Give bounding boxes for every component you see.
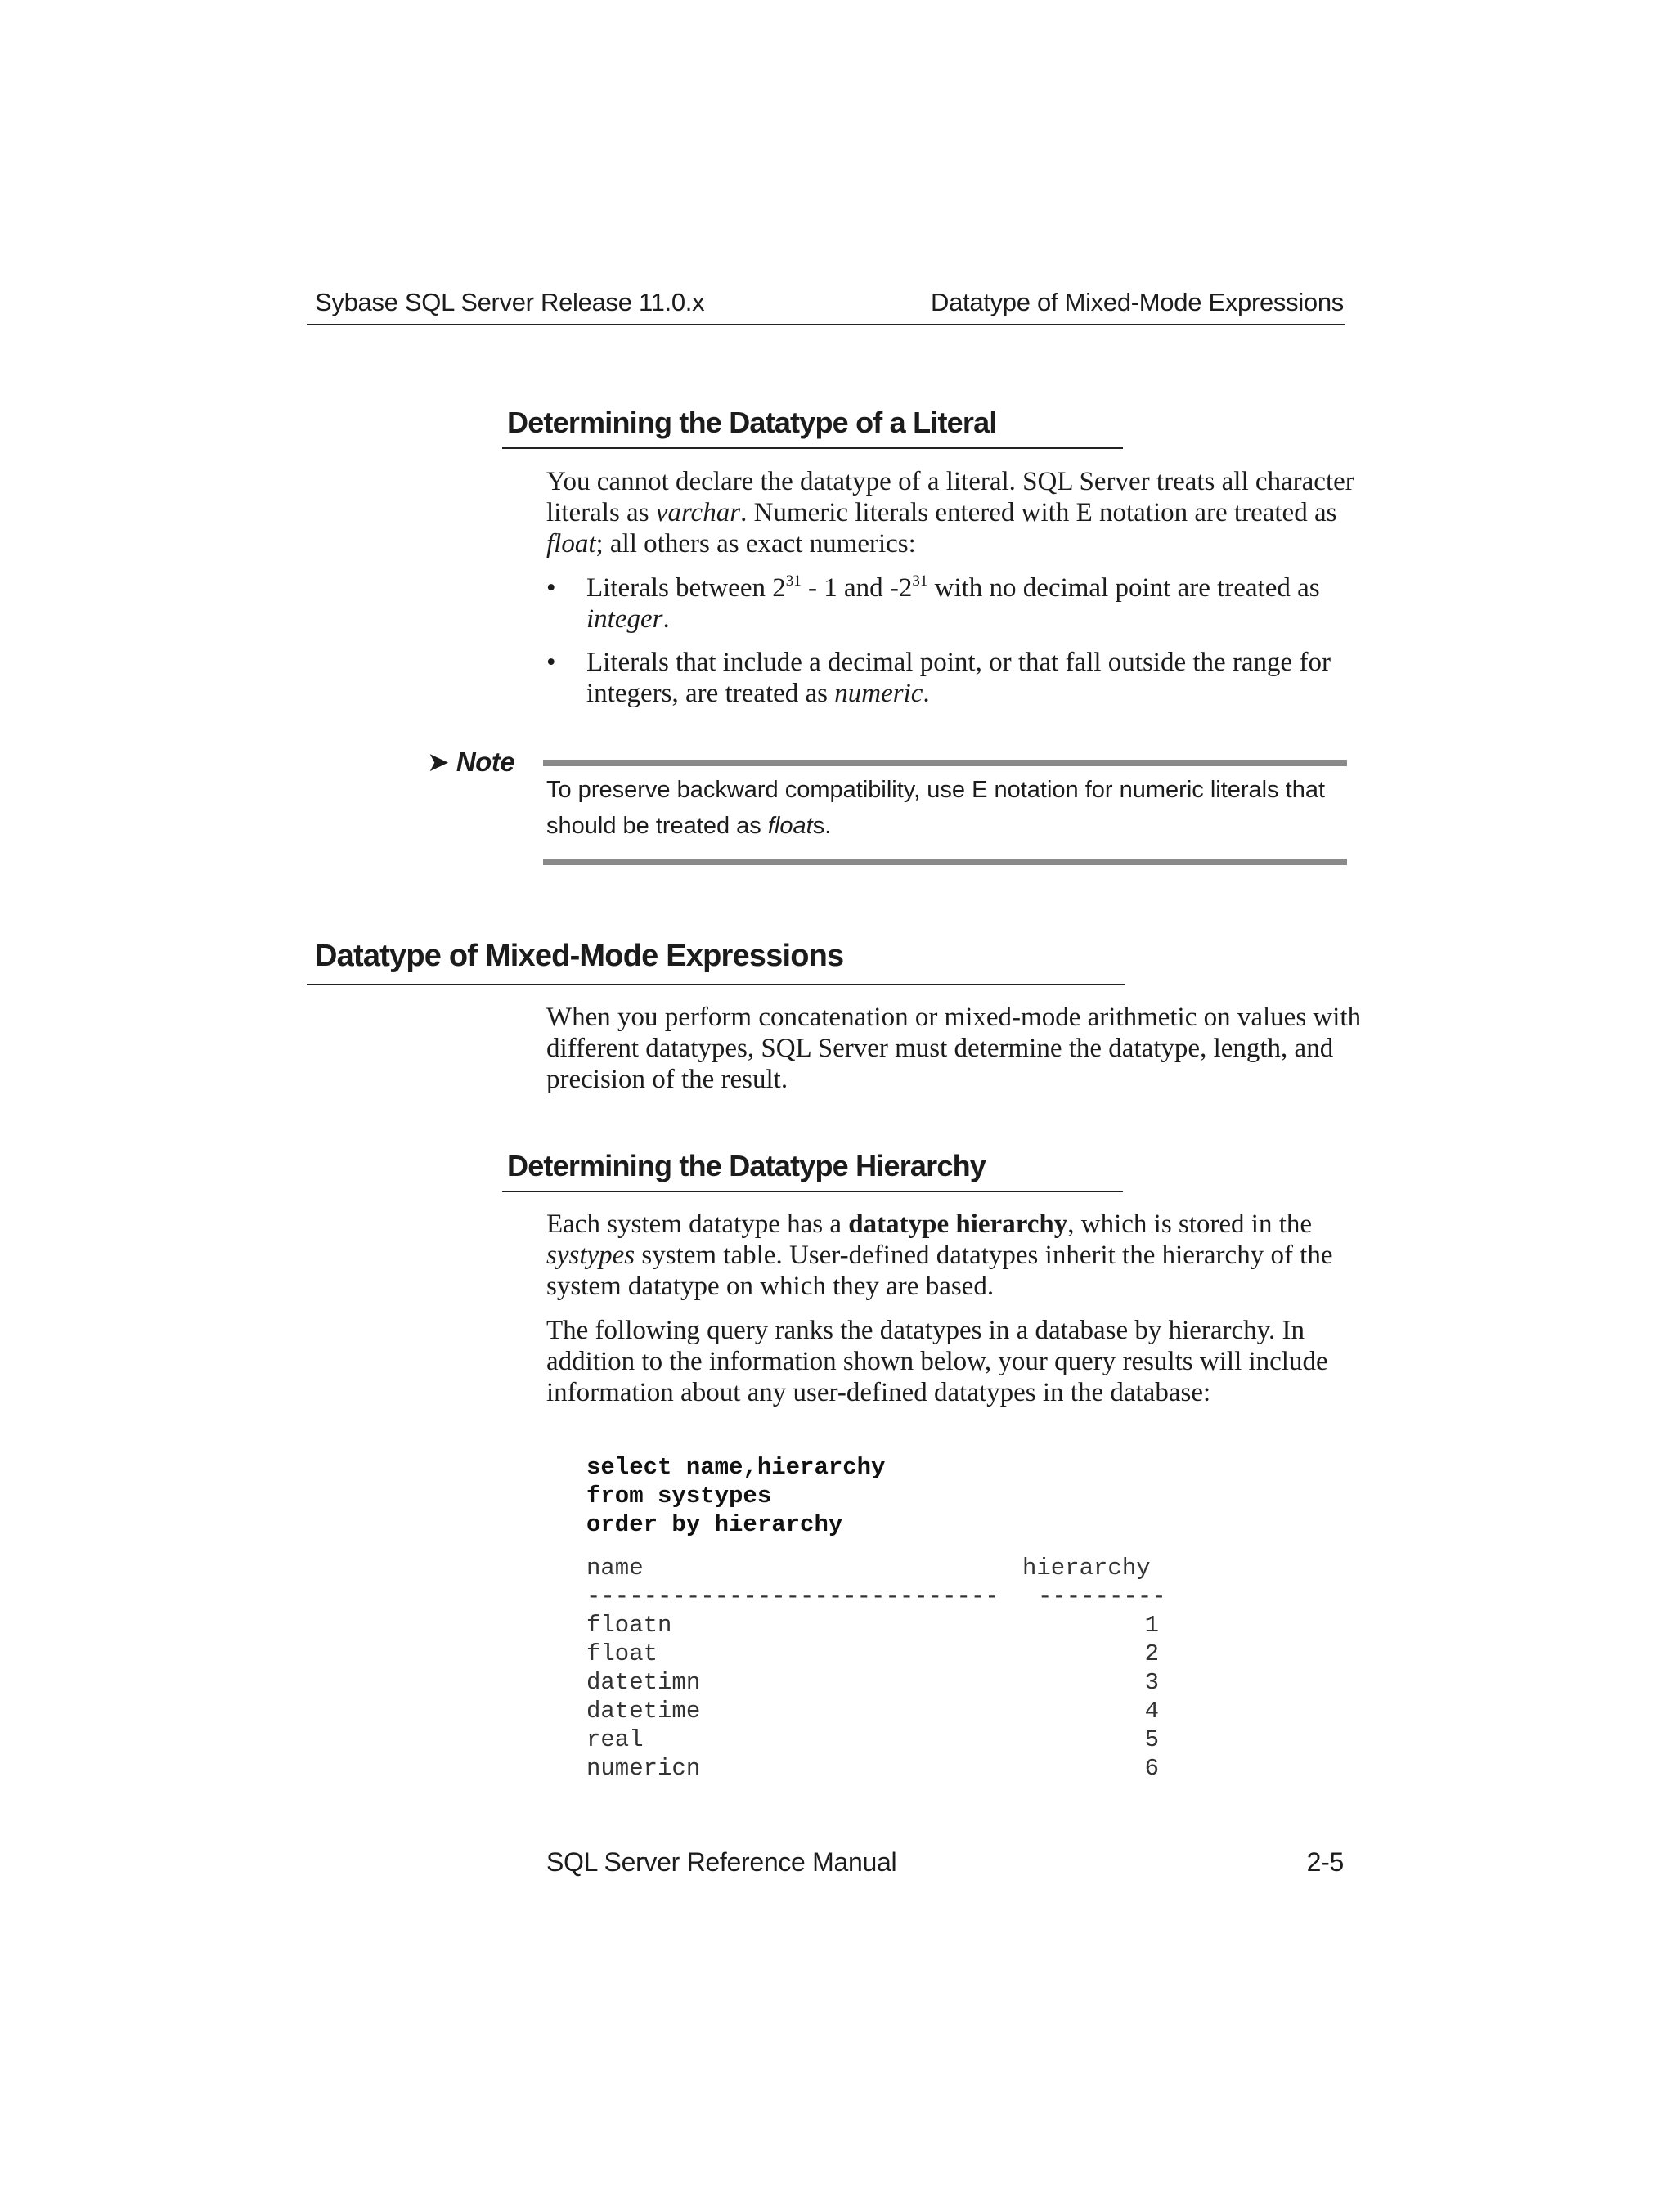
- hierarchy-paragraph-2: The following query ranks the datatypes in a database by hierarchy. In addition to the information shown below, your query results will include information about any user-defined datatypes in the database:: [546, 1316, 1328, 1407]
- table-cell-hierarchy: 4: [1144, 1698, 1159, 1725]
- code-line: select name,hierarchy: [586, 1454, 886, 1481]
- table-row: real: [586, 1726, 644, 1753]
- code-line: order by hierarchy: [586, 1511, 843, 1538]
- arrow-icon: ➤: [427, 747, 450, 777]
- table-cell-hierarchy: 3: [1144, 1669, 1159, 1696]
- mixed-mode-paragraph: When you perform concatenation or mixed-mode arithmetic on values with different datatypes, SQL Server must determine the datatype, length, and precision of the result.: [546, 1003, 1362, 1094]
- list-item: • Literals that include a decimal point, or that fall outside the range for integers, are treated as numeric.: [546, 648, 1331, 708]
- literal-bullet-list: [546, 572, 1364, 709]
- running-header-right: Datatype of Mixed-Mode Expressions: [931, 288, 1344, 316]
- table-cell-hierarchy: 5: [1144, 1726, 1159, 1753]
- note-bottom-bar: [543, 859, 1347, 865]
- list-item: • Literals between $2^{31} - 1$ and $-2^{31}$ with no decimal point are treated as integer.: [546, 572, 1320, 634]
- hierarchy-paragraph-1: Each system datatype has a datatype hierarchy, which is stored in the systypes system table. User-defined datatypes inherit the hierarchy of the system datatype on which they are based.: [546, 1209, 1333, 1301]
- table-cell-hierarchy: 1: [1144, 1612, 1159, 1639]
- query-output: [586, 1554, 1175, 1783]
- table-row: numericn: [586, 1755, 701, 1782]
- sql-code-block: [586, 1453, 885, 1539]
- table-cell-hierarchy: 2: [1144, 1640, 1159, 1667]
- heading-hierarchy: Determining the Datatype Hierarchy: [507, 1149, 986, 1182]
- table-row: datetime: [586, 1698, 701, 1725]
- heading-literal-rule: [502, 447, 1123, 449]
- heading-mixed-mode-rule: [307, 984, 1125, 985]
- output-header-hierarchy: hierarchy: [1022, 1555, 1151, 1582]
- running-header-left: Sybase SQL Server Release 11.0.x: [315, 288, 705, 316]
- page-number: 2-5: [1306, 1847, 1344, 1877]
- heading-mixed-mode: Datatype of Mixed-Mode Expressions: [315, 939, 844, 973]
- note-top-bar: [543, 760, 1347, 766]
- footer-title: SQL Server Reference Manual: [546, 1847, 897, 1877]
- note-text: To preserve backward compatibility, use E notation for numeric literals that should be treated as floats.: [546, 777, 1326, 839]
- heading-hierarchy-rule: [502, 1191, 1123, 1192]
- output-header-name: name: [586, 1555, 644, 1582]
- table-row: floatn: [586, 1612, 672, 1639]
- code-line: from systypes: [586, 1483, 772, 1510]
- table-row: float: [586, 1640, 658, 1667]
- header-rule: [307, 324, 1345, 325]
- output-separator-name: -----------------------------: [586, 1583, 999, 1610]
- table-cell-hierarchy: 6: [1144, 1755, 1159, 1782]
- heading-literal: Determining the Datatype of a Literal: [507, 406, 997, 439]
- note-label: ➤ Note: [427, 747, 515, 777]
- literal-paragraph: You cannot declare the datatype of a literal. SQL Server treats all character literals as varchar. Numeric literals entered with E notation are treated as float; all others as exact numerics:: [546, 467, 1354, 559]
- output-separator-hierarchy: ---------: [1038, 1583, 1166, 1610]
- table-row: datetimn: [586, 1669, 701, 1696]
